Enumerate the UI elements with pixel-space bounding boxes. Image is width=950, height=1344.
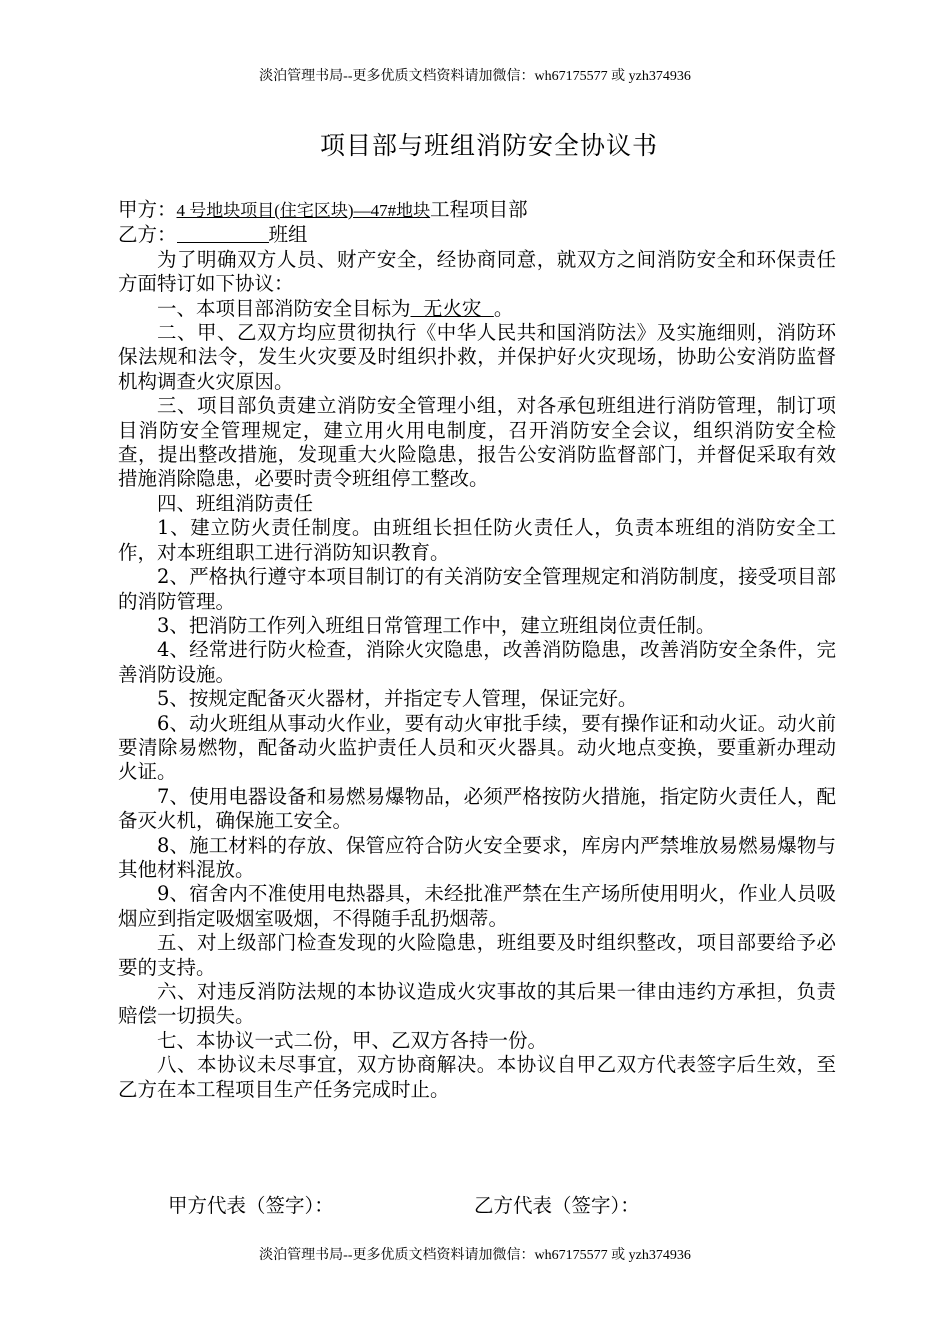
duty-item: 9、宿舍内不准使用电热器具，未经批准严禁在生产场所使用明火，作业人员吸烟应到指定吸烟室吸烟，不得随手乱扔烟蒂。	[118, 882, 836, 930]
duty-item: 3、把消防工作列入班组日常管理工作中，建立班组岗位责任制。	[157, 613, 716, 637]
paragraph-4-heading: 四、班组消防责任	[157, 491, 314, 515]
signature-party-b: 乙方代表（签字）：	[474, 1194, 640, 1217]
duty-item: 6、动火班组从事动火作业，要有动火审批手续，要有操作证和动火证。动火前要清除易燃物，配备动火监护责任人员和灭火器具。动火地点变换，要重新办理动火证。	[118, 711, 836, 784]
party-b-suffix: 班组	[268, 223, 308, 247]
duty-item: 7、使用电器设备和易燃易爆物品，必须严格按防火措施，指定防火责任人，配备灭火机，确保施工安全。	[118, 784, 836, 833]
party-a-label: 甲方：	[118, 198, 177, 221]
signature-party-a: 甲方代表（签字）：	[168, 1194, 334, 1217]
paragraph-6: 六、对违反消防法规的本协议造成火灾事故的其后果一律由违约方承担，负责赔偿一切损失。	[118, 980, 836, 1028]
intro-paragraph: 为了明确双方人员、财产安全，经协商同意，就双方之间消防安全和环保责任方面特订如下协议：	[118, 247, 836, 296]
paragraph-7: 七、本协议一式二份，甲、乙双方各持一份。	[157, 1028, 548, 1052]
party-b-line	[118, 223, 836, 247]
paragraph-5: 五、对上级部门检查发现的火险隐患，班组要及时组织整改，项目部要给予必要的支持。	[118, 931, 836, 979]
goal-paragraph	[118, 297, 836, 321]
page-header: 淡泊管理书局--更多优质文档资料请加微信：wh67175577 或 yzh374936	[259, 69, 691, 84]
document-title: 项目部与班组消防安全协议书	[319, 131, 658, 160]
party-b-label: 乙方：	[118, 223, 177, 247]
paragraph-2: 二、甲、乙双方均应贯彻执行《中华人民共和国消防法》及实施细则，消防环保法规和法令，发生火灾要及时组织扑救，并保护好火灾现场，协助公安消防监督机构调查火灾原因。	[118, 321, 836, 393]
duty-item: 5、按规定配备灭火器材，并指定专人管理，保证完好。	[157, 687, 638, 711]
party-a-suffix: 工程项目部	[430, 198, 528, 221]
party-b-blank	[177, 224, 269, 243]
paragraph-8: 八、本协议未尽事宜，双方协商解决。本协议自甲乙双方代表签字后生效，至乙方在本工程项目生产任务完成时止。	[118, 1053, 836, 1101]
goal-prefix: 一、本项目部消防安全目标为	[157, 296, 411, 320]
paragraph-3: 三、项目部负责建立消防安全管理小组，对各承包班组进行消防管理，制订项目消防安全管理规定，建立用火用电制度，召开消防安全会议，组织消防安全检查，提出整改措施，发现重大火险隐患，报告公安消防监督部门，并督促采取有效措施消除隐患，必要时责令班组停工整改。	[118, 394, 836, 491]
goal-value: 无火灾	[410, 296, 494, 320]
goal-suffix: 。	[493, 296, 514, 320]
agreement-body	[118, 198, 836, 1102]
duty-item: 8、施工材料的存放、保管应符合防火安全要求，库房内严禁堆放易燃易爆物与其他材料混放。	[118, 833, 836, 881]
party-a-line	[118, 198, 836, 223]
page-footer: 淡泊管理书局--更多优质文档资料请加微信：wh67175577 或 yzh374936	[259, 1248, 691, 1263]
duty-item: 1、建立防火责任制度。由班组长担任防火责任人，负责本班组的消防安全工作，对本班组职工进行消防知识教育。	[118, 516, 836, 564]
duty-item: 4、经常进行防火检查，消除火灾隐患，改善消防隐患，改善消防安全条件，完善消防设施。	[118, 638, 836, 686]
duty-item: 2、严格执行遵守本项目制订的有关消防安全管理规定和消防制度，接受项目部的消防管理。	[118, 565, 836, 613]
party-a-name: 4 号地块项目(住宅区块)—47#地块	[176, 201, 431, 220]
